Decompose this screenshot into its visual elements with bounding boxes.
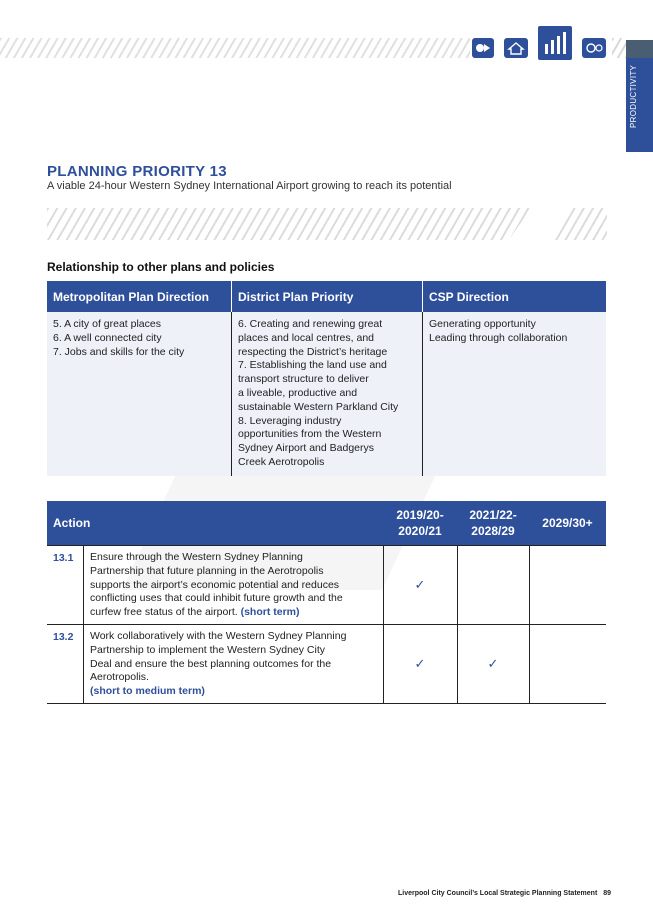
period-header-line: 2028/29	[471, 524, 515, 538]
planning-priority-title: PLANNING PRIORITY 13	[47, 163, 227, 180]
header-hatch-pattern	[0, 38, 470, 58]
header-icon-group	[472, 26, 612, 60]
metro-plan-header: Metropolitan Plan Direction	[47, 281, 232, 312]
footer-text: Liverpool City Council’s Local Strategic Planning Statement	[398, 890, 598, 897]
metro-item: 5. A city of great places	[53, 318, 161, 330]
period-header-line: 2020/21	[398, 524, 442, 538]
action-line: supports the airport’s economic potential and reduces	[90, 578, 340, 591]
district-plan-header: District Plan Priority	[232, 281, 423, 312]
action-line: conflicting uses that could inhibit future growth and the	[90, 592, 343, 605]
action-number: 13.1	[47, 546, 84, 625]
action-line: Work collaboratively with the Western Sydney Planning	[90, 629, 347, 642]
period-header-line: 2019/20-	[396, 508, 444, 522]
district-line: respecting the District’s heritage	[238, 345, 388, 358]
period-header-2019	[383, 501, 457, 546]
action-line: curfew free status of the airport.	[90, 606, 238, 619]
empty-check-cell	[529, 546, 606, 625]
csp-item: Leading through collaboration	[429, 331, 568, 344]
period-header-2021	[457, 501, 529, 546]
csp-direction-header: CSP Direction	[423, 281, 607, 312]
csp-direction-cell	[423, 312, 607, 476]
section-tab-label: PRODUCTIVITY	[629, 64, 638, 128]
action-row	[47, 624, 606, 703]
actions-header-row	[47, 501, 606, 546]
bar-chart-icon	[538, 26, 572, 60]
metro-item: 6. A well connected city	[53, 331, 162, 344]
district-line: sustainable Western Parkland City	[238, 400, 399, 413]
action-term: (short term)	[240, 606, 300, 619]
relationship-heading: Relationship to other plans and policies	[47, 260, 275, 274]
relationship-table	[47, 281, 606, 476]
metro-plan-cell	[47, 312, 232, 476]
action-number: 13.2	[47, 624, 84, 703]
period-header-line: 2021/22-	[469, 508, 517, 522]
district-line: opportunities from the Western	[238, 428, 382, 441]
actions-table	[47, 501, 606, 704]
action-term: (short to medium term)	[90, 685, 205, 698]
action-row	[47, 546, 606, 625]
empty-check-cell	[529, 624, 606, 703]
check-icon: ✓	[383, 624, 457, 703]
header-hatch-pattern-right	[612, 38, 626, 58]
district-line: 6. Creating and renewing great	[238, 318, 383, 330]
action-description	[84, 624, 384, 703]
district-line: Creek Aerotropolis	[238, 455, 325, 468]
check-icon: ✓	[457, 624, 529, 703]
district-line: places and local centres, and	[238, 331, 375, 344]
page-number: 89	[603, 890, 612, 897]
planning-priority-subtitle: A viable 24-hour Western Sydney International Airport growing to reach its potential	[47, 180, 452, 192]
district-line: transport structure to deliver	[238, 373, 369, 386]
empty-check-cell	[457, 546, 529, 625]
action-description	[84, 546, 384, 625]
action-line: Partnership that future planning in the Aerotropolis	[90, 564, 324, 577]
relationship-header-row	[47, 281, 606, 312]
action-header: Action	[47, 501, 383, 546]
page-footer	[398, 890, 611, 897]
check-icon: ✓	[383, 546, 457, 625]
action-line: Deal and ensure the best planning outcomes for the	[90, 657, 332, 670]
csp-item: Generating opportunity	[429, 318, 536, 330]
plane-icon	[472, 38, 494, 58]
relationship-body-row	[47, 312, 606, 476]
period-header-2029: 2029/30+	[529, 501, 606, 546]
people-network-icon	[582, 38, 606, 58]
district-line: 8. Leveraging industry	[238, 414, 342, 427]
district-plan-cell	[232, 312, 423, 476]
district-line: Sydney Airport and Badgerys	[238, 442, 374, 455]
house-icon	[504, 38, 528, 58]
action-line: Aerotropolis.	[90, 671, 149, 684]
metro-item: 7. Jobs and skills for the city	[53, 345, 185, 358]
action-line: Partnership to implement the Western Sydney City	[90, 643, 325, 656]
action-line: Ensure through the Western Sydney Planning	[90, 551, 303, 563]
district-line: a liveable, productive and	[238, 386, 358, 399]
district-line: 7. Establishing the land use and	[238, 359, 387, 372]
